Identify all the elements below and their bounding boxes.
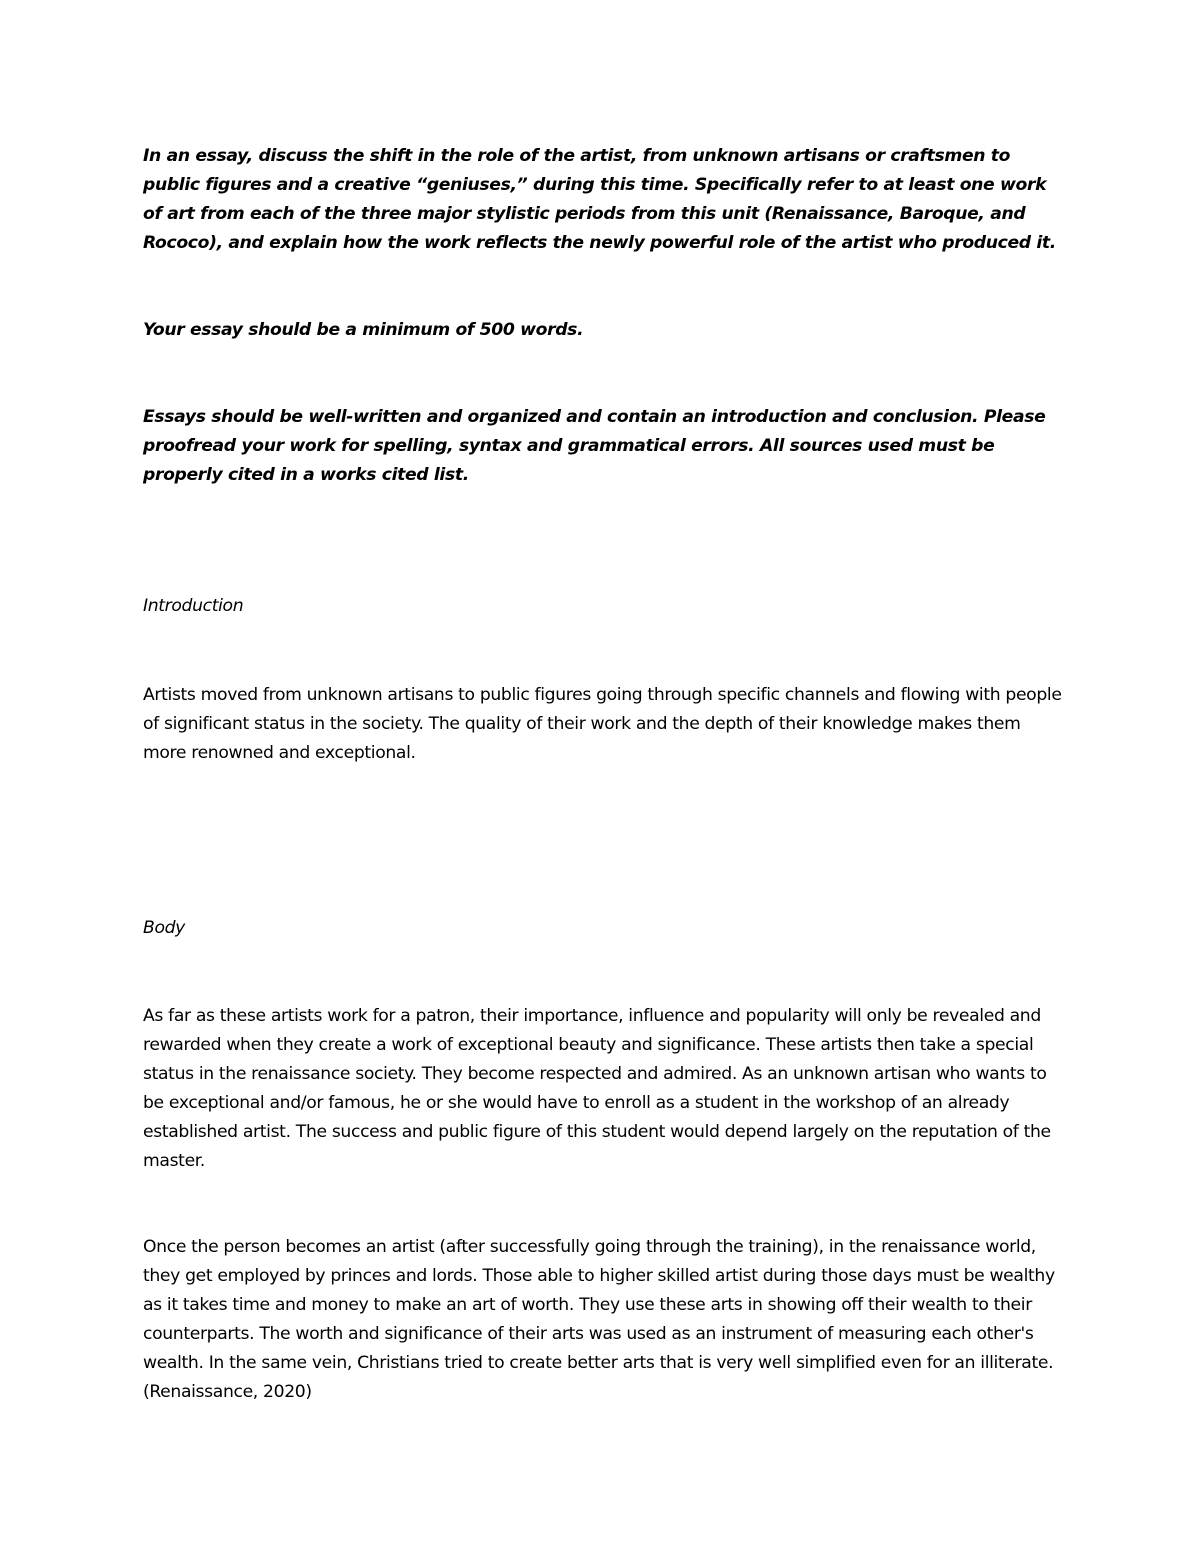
word-count-requirement: Your essay should be a minimum of 500 words. <box>143 320 584 340</box>
body-heading: Body <box>143 918 185 938</box>
introduction-paragraph: Artists moved from unknown artisans to public figures going through specific channels and flowing with people of significant status in the society. The quality of their work and the depth of their knowledge makes them more renowned and exceptional. <box>143 685 1062 763</box>
body-paragraph: As far as these artists work for a patron, their importance, influence and popularity will only be revealed and rewarded when they create a work of exceptional beauty and significance. These artists then take a special status in the renaissance society. They become respected and admired. As an unknown artisan who wants to be exceptional and/or famous, he or she would have to enroll as a student in the workshop of an already established artist. The success and public figure of this student would depend largely on the reputation of the master. <box>143 1006 1051 1171</box>
formatting-requirements: Essays should be well-written and organized and contain an introduction and conclusion. Please proofread your work for spelling, syntax and grammatical errors. All sources used must be properly cited in a works cited list. <box>143 407 1046 485</box>
assignment-prompt-paragraph: In an essay, discuss the shift in the role of the artist, from unknown artisans or craftsmen to public figures and a creative “geniuses,” during this time. Specifically refer to at least one work of art from each of the three major stylistic periods from this unit (Renaissance, Baroque, and Rococo), and explain how the work reflects the newly powerful role of the artist who produced it. <box>143 146 1056 253</box>
introduction-heading: Introduction <box>143 596 244 616</box>
body-paragraph: Once the person becomes an artist (after successfully going through the training), in the renaissance world, they get employed by princes and lords. Those able to higher skilled artist during those days must be wealthy as it takes time and money to make an art of worth. They use these arts in showing off their wealth to their counterparts. The worth and significance of their arts was used as an instrument of measuring each other's wealth. In the same vein, Christians tried to create better arts that is very well simplified even for an illiterate. (Renaissance, 2020) <box>143 1237 1055 1402</box>
